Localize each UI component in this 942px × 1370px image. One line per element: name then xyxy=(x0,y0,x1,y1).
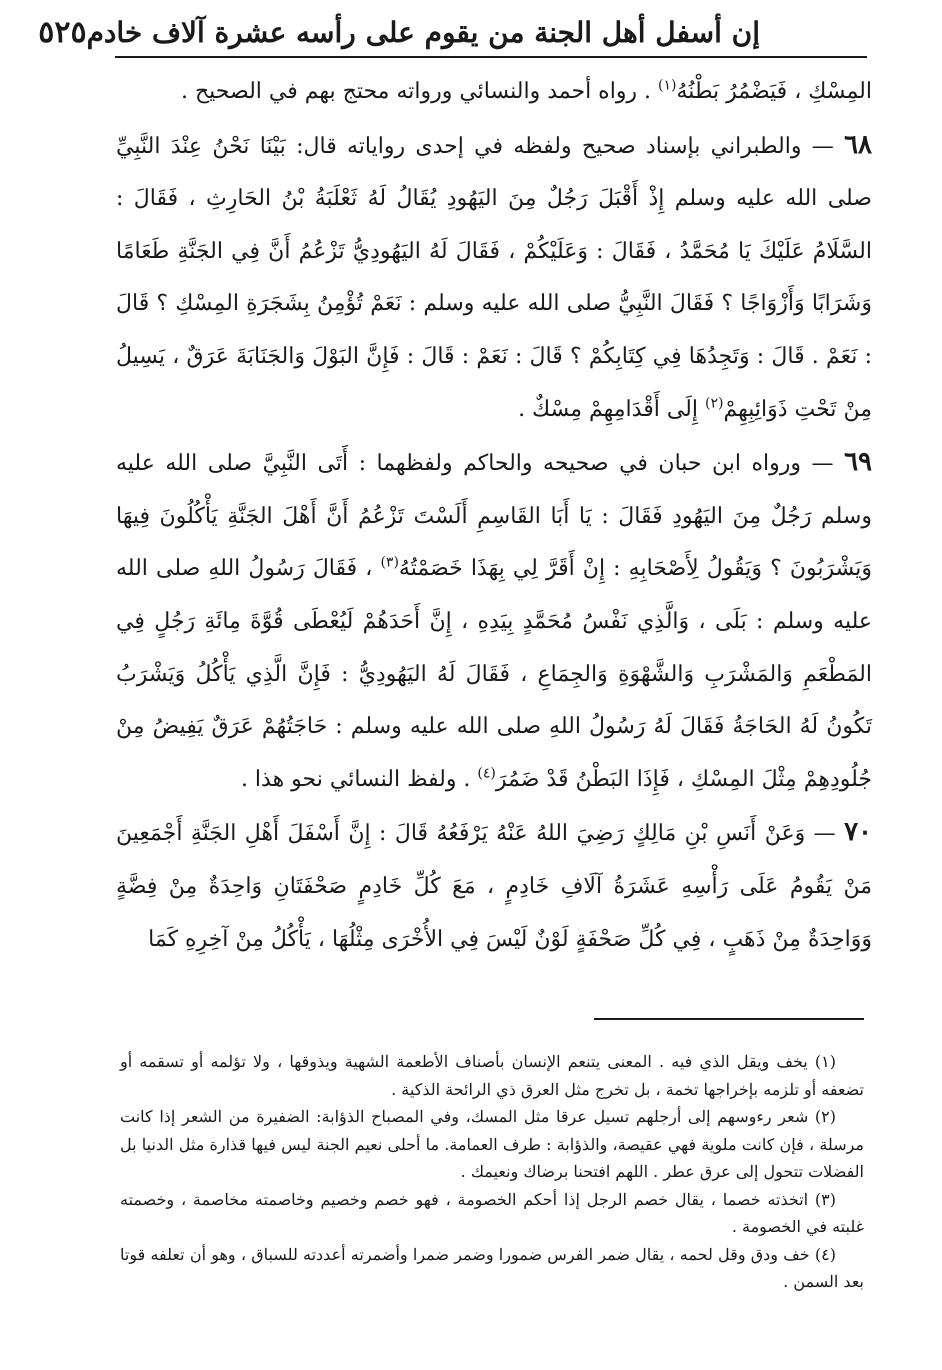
hadith-number: ٧٠ xyxy=(844,817,872,848)
hadith-number: ٦٩ xyxy=(844,447,872,478)
hadith-text: . ولفظ النسائي نحو هذا . xyxy=(240,766,478,792)
hadith-69 xyxy=(116,436,872,806)
footnote-3: (٣) اتخذته خصما ، يقال خصم الرجل إذا أحكم الخصومة ، فهو خصم وخصيم وخاصمته مخاصمة ، وخصمته غلبته في الخصومة . xyxy=(120,1189,864,1236)
hadith-70 xyxy=(116,806,872,966)
continued-paragraph xyxy=(116,66,872,119)
footnote-ref: (٣) xyxy=(380,555,399,572)
main-text xyxy=(116,66,872,966)
hadith-text: — ورواه ابن حبان في صحيحه والحاكم ولفظهما : أَتَى النَّبِيَّ صلى الله عليه وسلم رَجُلٌ مِنَ اليَهُودِ فَقَالَ : يَا أَبَا القَاسِمِ أَلَسْتَ تَزْعُمُ أَنَّ أَهْلَ الجَنَّةِ يَأْكُلُونَ فِيهَا وَيَشْرَبُونَ ؟ وَيَقُولُ لِأَصْحَابِهِ : إِنْ أَقَرَّ لِي بِهَذَا خَصَمْتُهُ xyxy=(116,451,873,582)
page-number: ٥٢٥ xyxy=(38,14,87,50)
footnote-ref: (٤) xyxy=(477,765,496,782)
hadith-68 xyxy=(116,119,872,437)
footnote-1: (١) يخف ويقل الذي فيه . المعنى يتنعم الإنسان بأصناف الأطعمة الشهية ويذوقها ، ولا تؤلمه أو تسقمه أو تضعفه أو تلزمه بإخراجها تخمة ، بل تخرج مثل العرق ذي الرائحة الذكية . xyxy=(120,1052,864,1099)
hadith-text: ، فَقَالَ رَسُولُ اللهِ صلى الله عليه وسلم : بَلَى ، وَالَّذِي نَفْسُ مُحَمَّدٍ بِيَدِهِ ، إِنَّ أَحَدَهُمْ لَيُعْطَى قُوَّةَ مِائَةِ رَجُلٍ فِي المَطْعَمِ وَالمَشْرَبِ وَالشَّهْوَةِ وَالجِمَاعِ ، فَقَالَ لَهُ اليَهُودِيُّ : فَإِنَّ الَّذِي يَأْكُلُ وَيَشْرَبُ تَكُونُ لَهُ الحَاجَةُ فَقَالَ لَهُ رَسُولُ اللهِ صلى الله عليه وسلم : حَاجَتُهُمْ عَرَقٌ يَفِيضُ مِنْ جُلُودِهِمْ مِثْلَ المِسْكِ ، فَإِذَا البَطْنُ قَدْ ضَمُرَ xyxy=(116,556,872,792)
footnotes xyxy=(120,1048,864,1296)
hadith-text: إِلَى أَقْدَامِهِمْ مِسْكٌ . xyxy=(518,396,705,422)
footnote-2: (٢) شعر رءوسهم إلى أرجلهم تسيل عرقا مثل المسك، وفي المصباح الذؤابة: الضفيرة من الشعر إذا كانت مرسلة ، فإن كانت ملوية فهي عقيصة، والذؤابة : طرف العمامة. ما أحلى نعيم الجنة ليس فيها قذارة مثل الدنيا بل الفضلات تتحول إلى عرق عطر . اللهم افتحنا برضاك ونعيمك . xyxy=(120,1107,864,1181)
paragraph-text: المِسْكِ ، فَيَضْمُرُ بَطْنُهُ xyxy=(676,79,872,104)
header-rule xyxy=(115,56,867,58)
hadith-text: — وَعَنْ أَنَسِ بْنِ مَالِكٍ رَضِيَ اللهُ عَنْهُ يَرْفَعُهُ قَالَ : إِنَّ أَسْفَلَ أَهْلِ الجَنَّةِ أَجْمَعِينَ مَنْ يَقُومُ عَلَى رَأْسِهِ عَشَرَةُ آلَافِ خَادِمٍ ، مَعَ كُلِّ خَادِمٍ صَحْفَتَانِ وَاحِدَةٌ مِنْ فِضَّةٍ وَوَاحِدَةٌ مِنْ ذَهَبٍ ، فِي كُلِّ صَحْفَةٍ لَوْنٌ لَيْسَ فِي الأُخْرَى مِثْلُهَا ، يَأْكُلُ مِنْ آخِرِهِ كَمَا xyxy=(116,821,872,952)
footnote-4: (٤) خف ودق وقل لحمه ، يقال ضمر الفرس ضمورا وضمر ضمرا وأضمرته أعددته للسباق ، وهو أن تعلفه قوتا بعد السمن . xyxy=(120,1244,864,1291)
hadith-text: — والطبراني بإسناد صحيح ولفظه في إحدى رواياته قال: بَيْنَا نَحْنُ عِنْدَ النَّبِيِّ صلى الله عليه وسلم إِذْ أَقْبَلَ رَجُلٌ مِنَ اليَهُودِ يُقَالُ لَهُ ثَعْلَبَةُ بْنُ الحَارِثِ ، فَقَالَ : السَّلَامُ عَلَيْكَ يَا مُحَمَّدُ ، فَقَالَ : وَعَلَيْكُمْ ، فَقَالَ لَهُ اليَهُودِيُّ تَزْعُمُ أَنَّ فِي الجَنَّةِ طَعَامًا وَشَرَابًا وَأَزْوَاجًا ؟ فَقَالَ النَّبِيُّ صلى الله عليه وسلم : نَعَمْ تُؤْمِنُ بِشَجَرَةِ المِسْكِ ؟ قَالَ : نَعَمْ . قَالَ : وَتَجِدُهَا فِي كِتَابِكُمْ ؟ قَالَ : نَعَمْ : قَالَ : فَإِنَّ البَوْلَ وَالجَنَابَةَ عَرَقٌ ، يَسِيلُ مِنْ تَحْتِ ذَوَائِبِهِمْ xyxy=(116,133,872,422)
paragraph-text: . رواه أحمد والنسائي ورواته محتج بهم في الصحيح . xyxy=(180,79,659,104)
footnote-ref: (٢) xyxy=(705,395,724,412)
footnote-ref: (١) xyxy=(658,77,677,94)
hadith-number: ٦٨ xyxy=(844,129,872,160)
page-header xyxy=(38,12,760,52)
footnote-rule xyxy=(594,1018,864,1020)
running-title: إن أسفل أهل الجنة من يقوم على رأسه عشرة آلاف خادم xyxy=(86,15,760,49)
